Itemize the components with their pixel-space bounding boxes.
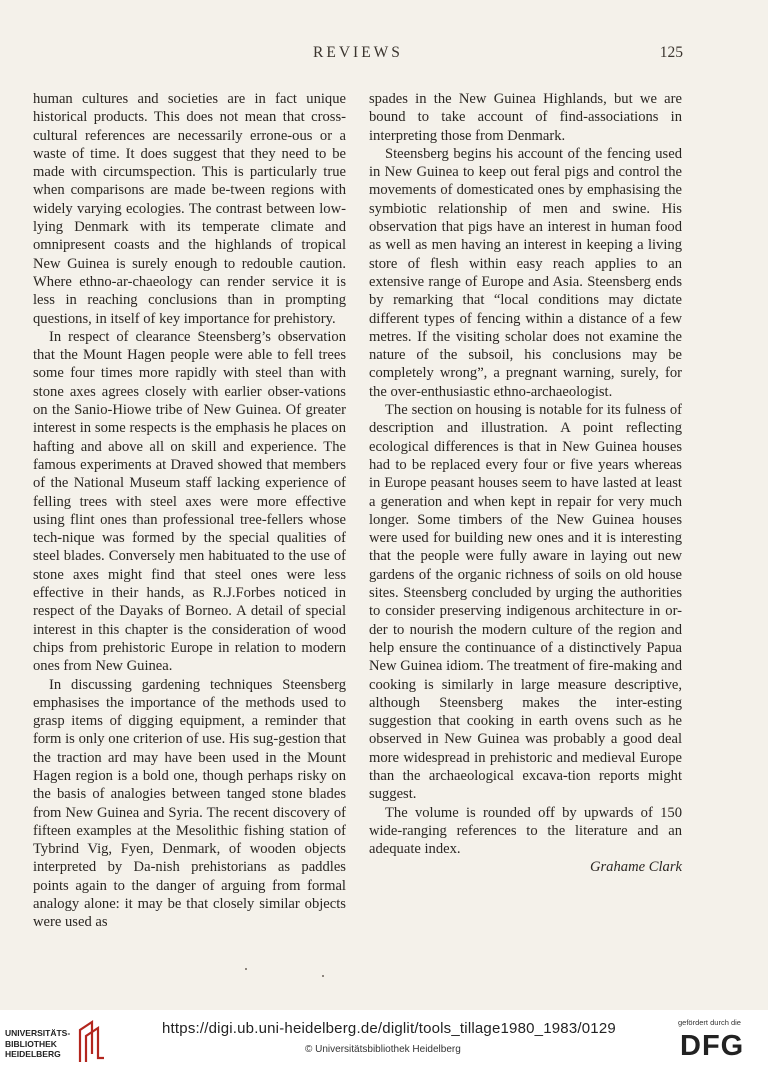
library-logo-icon [76, 1018, 106, 1064]
paragraph: Steensberg begins his account of the fencing used in New Guinea to keep out feral pigs and control the movements of domesticated ones by emphasising the symbiotic relationship of men and swine. His observation that pigs have an interest in human food as well as men having an interest in keeping a living store of flesh within easy reach applies to an extensive range of Europe and Asia. Steensberg ends by remarking that “local conditions may dictate different types of fencing within a distance of a few metres. If the visiting scholar does not examine the nature of the subsoil, his conclusions may be completely wrong”, a pregnant warning, surely, for the over-enthusiastic ethno-archaeologist. [369, 145, 682, 400]
scan-speck [322, 975, 324, 977]
dfg-logo: DFG [680, 1030, 745, 1062]
digitization-footer [0, 1010, 768, 1071]
page-number: 125 [659, 44, 683, 61]
library-name: UNIVERSITÄTS- BIBLIOTHEK HEIDELBERG [5, 1028, 71, 1059]
copyright-notice: © Universitätsbibliothek Heidelberg [305, 1044, 461, 1055]
page-header [33, 44, 683, 68]
right-column [369, 90, 682, 877]
reviewer-signature: Grahame Clark [589, 859, 682, 876]
paragraph: In respect of clearance Steensberg’s observation that the Mount Hagen people were able to fell trees some four times more rapidly with steel than with stone axes agrees closely with earlier obser-vations on the Sanio-Hiowe tribe of New Guinea. Of greater interest in some respects is the emphasis he places on hafting and above all on skill and experience. The famous experiments at Draved showed that members of the National Museum staff lacking experience of felling trees with steel axes were more effective using flint ones than professional tree-fellers whose tech-nique was formed by the special qualities of steel blades. Conversely men habituated to the use of stone axes might find that steel ones were less effective in their hands, as R.J.Forbes noticed in respect of the Dayaks of Borneo. A detail of special interest in this chapter is the consideration of wood chips from prehistoric Europe in relation to modern ones from New Guinea. [33, 328, 346, 675]
paragraph: human cultures and societies are in fact unique historical products. This does not mean that cross-cultural references are necessarily errone-ous or a waste of time. It does suggest that they need to be made with circumspection. This is particularly true when comparisons are made be-tween regions with widely varying ecologies. The contrast between low-lying Denmark with its temperate climate and omnipresent coasts and the highlands of tropical New Guinea is surely enough to redouble caution. Where ethno-ar-chaeology can render service it is less in reaching conclusions than in prompting questions, in itself of key importance for prehistory. [33, 91, 346, 327]
paragraph: spades in the New Guinea Highlands, but we are bound to take account of find-associations in interpreting those from Denmark. [369, 91, 682, 144]
paragraph: The volume is rounded off by upwards of 150 wide-ranging references to the literature and an adequate index. [369, 804, 682, 858]
permalink-link[interactable]: https://digi.ub.uni-heidelberg.de/diglit/tools_tillage1980_1983/0129 [162, 1020, 616, 1037]
paragraph: The section on housing is notable for its fulness of description and illustration. A point reflecting ecological differences is that in New Guinea houses had to be replaced every four or five years whereas in Europe peasant houses seem to have lasted at least a generation and when kept in repair for very much longer. Some timbers of the New Guinea houses were used for building new ones and it is interesting that the people were fully aware in laying out new gardens of the organic richness of soils on old house sites. Steensberg concluded by urging the authorities to consider preserving indigenous architecture in or-der to nourish the modern culture of the region and help ensure the continuance of a distinctively Papua New Guinea idiom. The treatment of fire-making and cooking is similarly in large measure descriptive, although Steensberg makes the inter-esting suggestion that cooking in earth ovens such as he observed in New Guinea was probably a good deal more widespread in prehistoric and medieval Europe than the archaeological excava-tion reports might suggest. [369, 402, 682, 803]
paragraph: In discussing gardening techniques Steensberg emphasises the importance of the methods used to grasp items of digging equipment, a reminder that form is only one criterion of use. His sug-gestion that the traction ard may have been used in the Mount Hagen region is a bold one, though perhaps risky on the basis of analogies between tanged stone blades from New Guinea and Syria. The recent discovery of fifteen examples at the Mesolithic fishing station of Tybrind Vig, Fyen, Denmark, of wooden objects interpreted by Da-nish prehistorians as paddles points again to the danger of arguing from formal analogy alone: it may be that closely similar objects were used as [33, 676, 346, 931]
left-column [33, 90, 346, 932]
scan-speck [245, 968, 247, 970]
funded-by-label: gefördert durch die [678, 1018, 741, 1027]
running-head: REVIEWS [313, 44, 403, 61]
